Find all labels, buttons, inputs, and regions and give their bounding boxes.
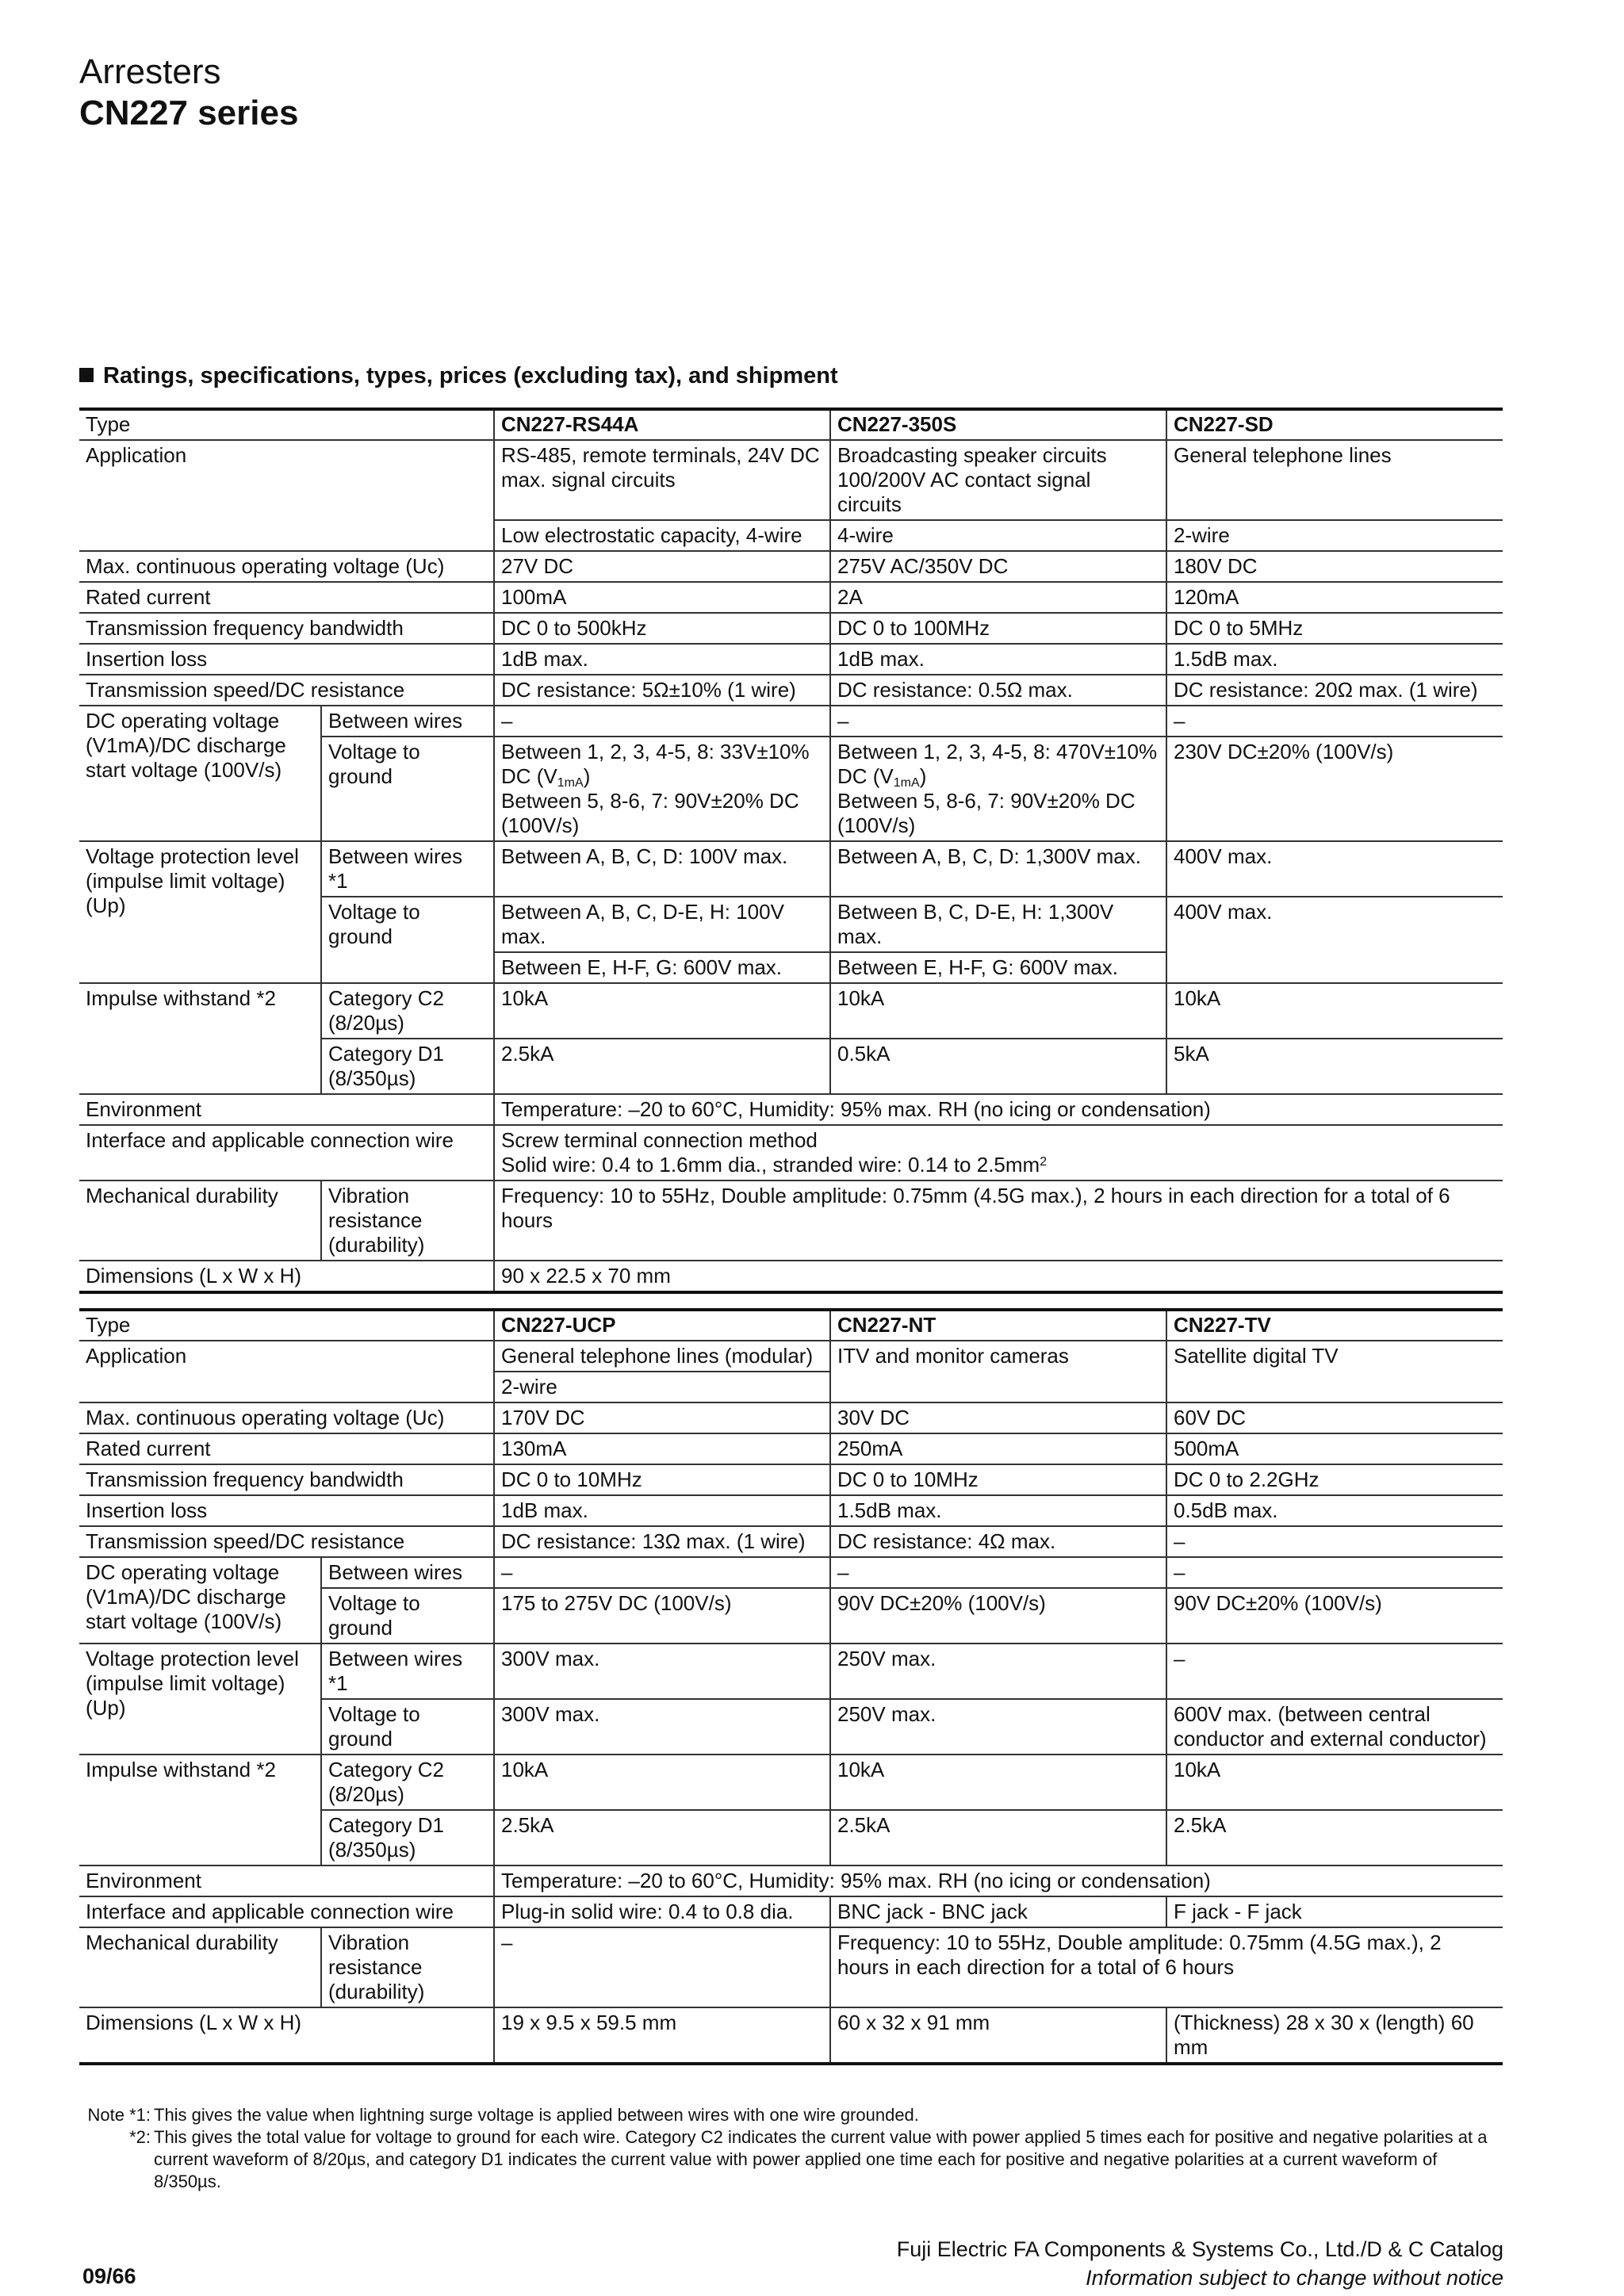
- table-cell: 2.5kA: [1166, 1810, 1503, 1866]
- sub-label: Between wires *1: [321, 841, 494, 897]
- table-cell: 500mA: [1166, 1433, 1503, 1464]
- superscript: 2: [1040, 1155, 1048, 1169]
- footnote-label: *2:: [129, 2127, 151, 2147]
- table-cell: 230V DC±20% (100V/s): [1166, 737, 1503, 841]
- spec-table-2: [79, 1308, 1503, 2065]
- model-name: CN227-350S: [830, 409, 1166, 440]
- cell-text: Between 1, 2, 3, 4-5, 8: 33V±10% DC (V: [501, 740, 810, 788]
- table-row: [79, 1261, 1503, 1292]
- table-cell: DC 0 to 5MHz: [1166, 613, 1503, 644]
- sub-label: Between wires *1: [321, 1644, 494, 1699]
- table-cell: DC resistance: 4Ω max.: [830, 1526, 1166, 1557]
- table-cell: 1.5dB max.: [1166, 644, 1503, 675]
- table-cell: 130mA: [494, 1433, 830, 1464]
- row-label: Application: [79, 1341, 494, 1402]
- table-cell: Plug-in solid wire: 0.4 to 0.8 dia.: [494, 1896, 830, 1927]
- row-label: Mechanical durability: [79, 1181, 321, 1261]
- table-row: [79, 2007, 1503, 2064]
- table-row: [79, 1644, 1503, 1699]
- table-cell: DC resistance: 0.5Ω max.: [830, 675, 1166, 706]
- row-label: Max. continuous operating voltage (Uc): [79, 551, 494, 582]
- page-category: Arresters: [79, 52, 221, 91]
- table-cell: Broadcasting speaker circuits 100/200V AC contact signal circuits: [830, 440, 1166, 520]
- table-cell: 180V DC: [1166, 551, 1503, 582]
- table-row: [79, 1310, 1503, 1341]
- cell-text: Solid wire: 0.4 to 1.6mm dia., stranded wire: 0.14 to 2.5mm: [501, 1153, 1040, 1177]
- cell-text: ): [583, 764, 591, 788]
- subscript: 1mA: [893, 776, 920, 790]
- table-cell: 2-wire: [1166, 520, 1503, 551]
- table-row: [79, 613, 1503, 644]
- table-cell: 10kA: [494, 1755, 830, 1810]
- footnotes: [79, 2104, 1507, 2193]
- table-cell: Between A, B, C, D: 1,300V max.: [830, 841, 1166, 897]
- table-cell: DC resistance: 20Ω max. (1 wire): [1166, 675, 1503, 706]
- table-cell: Between A, B, C, D-E, H: 100V max.: [494, 897, 830, 952]
- sub-label: Voltage to ground: [321, 737, 494, 841]
- sub-label: Voltage to ground: [321, 897, 494, 983]
- row-label: Interface and applicable connection wire: [79, 1896, 494, 1927]
- row-label: DC operating voltage (V1mA)/DC discharge start voltage (100V/s): [79, 706, 321, 841]
- table-cell: 2.5kA: [830, 1810, 1166, 1866]
- row-label: Dimensions (L x W x H): [79, 2007, 494, 2064]
- table-row: [79, 1896, 1503, 1927]
- table-cell: 1dB max.: [830, 644, 1166, 675]
- row-label: Voltage protection level (impulse limit voltage) (Up): [79, 1644, 321, 1755]
- cell-text: Between 5, 8-6, 7: 90V±20% DC (100V/s): [837, 789, 1136, 837]
- table-cell: –: [1166, 1526, 1503, 1557]
- type-label: Type: [79, 409, 494, 440]
- row-label: DC operating voltage (V1mA)/DC discharge start voltage (100V/s): [79, 1557, 321, 1644]
- row-label: Environment: [79, 1866, 494, 1896]
- row-label: Insertion loss: [79, 1495, 494, 1526]
- table-cell: 0.5kA: [830, 1039, 1166, 1094]
- table-row: [79, 1181, 1503, 1261]
- cell-text: Screw terminal connection method: [501, 1128, 818, 1152]
- table-cell: 2.5kA: [494, 1810, 830, 1866]
- model-name: CN227-RS44A: [494, 409, 830, 440]
- table-cell: General telephone lines: [1166, 440, 1503, 520]
- table-row: [79, 1464, 1503, 1495]
- table-row: [79, 1557, 1503, 1588]
- table-cell: DC 0 to 500kHz: [494, 613, 830, 644]
- row-label: Interface and applicable connection wire: [79, 1125, 494, 1181]
- table-cell: 1dB max.: [494, 644, 830, 675]
- table-cell: General telephone lines (modular): [494, 1341, 830, 1372]
- table-cell: 600V max. (between central conductor and external conductor): [1166, 1699, 1503, 1755]
- table-cell: Between E, H-F, G: 600V max.: [494, 952, 830, 983]
- table-cell: DC resistance: 5Ω±10% (1 wire): [494, 675, 830, 706]
- bullet-square-icon: [79, 368, 94, 382]
- footnote: [79, 2104, 1507, 2126]
- table-cell: Frequency: 10 to 55Hz, Double amplitude: 0.75mm (4.5G max.), 2 hours in each direction for a total of 6 hours: [830, 1927, 1503, 2007]
- footnote: [79, 2126, 1507, 2193]
- row-label: Impulse withstand *2: [79, 1755, 321, 1866]
- table-cell: 275V AC/350V DC: [830, 551, 1166, 582]
- table-row: [79, 582, 1503, 613]
- table-row: [79, 1341, 1503, 1372]
- model-name: CN227-NT: [830, 1310, 1166, 1341]
- table-row: [79, 644, 1503, 675]
- row-label: Rated current: [79, 582, 494, 613]
- table-cell: Temperature: –20 to 60°C, Humidity: 95% max. RH (no icing or condensation): [494, 1094, 1503, 1125]
- row-label: Transmission speed/DC resistance: [79, 675, 494, 706]
- table-row: [79, 1433, 1503, 1464]
- footnote-text: This gives the value when lightning surge voltage is applied between wires with one wire grounded.: [154, 2105, 919, 2125]
- page-number: 09/66: [82, 2264, 136, 2288]
- table-cell: DC 0 to 10MHz: [494, 1464, 830, 1495]
- sub-label: Vibration resistance (durability): [321, 1181, 494, 1261]
- table-cell: 4-wire: [830, 520, 1166, 551]
- row-label: Environment: [79, 1094, 494, 1125]
- table-cell: F jack - F jack: [1166, 1896, 1503, 1927]
- table-cell: –: [830, 706, 1166, 737]
- table-cell: Between A, B, C, D: 100V max.: [494, 841, 830, 897]
- row-label: Application: [79, 440, 494, 551]
- table-cell: –: [494, 706, 830, 737]
- table-row: [79, 841, 1503, 897]
- cell-text: ): [919, 764, 927, 788]
- cell-text: Between 1, 2, 3, 4-5, 8: 470V±10% DC (V: [837, 740, 1158, 788]
- section-title: Ratings, specifications, types, prices (excluding tax), and shipment: [103, 363, 838, 388]
- sub-label: Category C2 (8/20µs): [321, 1755, 494, 1810]
- table-cell: –: [830, 1557, 1166, 1588]
- page-title: CN227 series: [79, 94, 299, 132]
- table-cell: 170V DC: [494, 1402, 830, 1433]
- table-cell: 400V max.: [1166, 897, 1503, 983]
- sub-label: Voltage to ground: [321, 1699, 494, 1755]
- table-row: [79, 1526, 1503, 1557]
- table-row: [79, 675, 1503, 706]
- table-cell: –: [1166, 1644, 1503, 1699]
- row-label: Transmission frequency bandwidth: [79, 613, 494, 644]
- table-cell: Temperature: –20 to 60°C, Humidity: 95% max. RH (no icing or condensation): [494, 1866, 1503, 1896]
- table-cell: RS-485, remote terminals, 24V DC max. signal circuits: [494, 440, 830, 520]
- spec-table-1: [79, 408, 1503, 1294]
- table-cell: 2-wire: [494, 1372, 830, 1402]
- table-cell: –: [1166, 706, 1503, 737]
- row-label: Impulse withstand *2: [79, 983, 321, 1094]
- sub-label: Between wires: [321, 706, 494, 737]
- table-cell: Frequency: 10 to 55Hz, Double amplitude: 0.75mm (4.5G max.), 2 hours in each direction for a total of 6 hours: [494, 1181, 1503, 1261]
- table-cell: (Thickness) 28 x 30 x (length) 60 mm: [1166, 2007, 1503, 2064]
- table-cell: DC 0 to 2.2GHz: [1166, 1464, 1503, 1495]
- table-cell: 90 x 22.5 x 70 mm: [494, 1261, 1503, 1292]
- sub-label: Category C2 (8/20µs): [321, 983, 494, 1039]
- row-label: Dimensions (L x W x H): [79, 1261, 494, 1292]
- table-row: [79, 1495, 1503, 1526]
- table-cell: 30V DC: [830, 1402, 1166, 1433]
- table-cell: Satellite digital TV: [1166, 1341, 1503, 1402]
- table-cell: [830, 737, 1166, 841]
- table-row: [79, 1755, 1503, 1810]
- table-cell: 10kA: [830, 1755, 1166, 1810]
- table-cell: 10kA: [494, 983, 830, 1039]
- table-cell: 175 to 275V DC (100V/s): [494, 1588, 830, 1644]
- table-cell: 10kA: [1166, 1755, 1503, 1810]
- table-cell: Between E, H-F, G: 600V max.: [830, 952, 1166, 983]
- footnote-label: Note *1:: [87, 2105, 151, 2125]
- table-cell: 90V DC±20% (100V/s): [1166, 1588, 1503, 1644]
- table-cell: [494, 737, 830, 841]
- table-cell: 250mA: [830, 1433, 1166, 1464]
- table-cell: 60 x 32 x 91 mm: [830, 2007, 1166, 2064]
- table-cell: Between B, C, D-E, H: 1,300V max.: [830, 897, 1166, 952]
- model-name: CN227-SD: [1166, 409, 1503, 440]
- footnote-text: This gives the total value for voltage to ground for each wire. Category C2 indicates the current value with power applied 5 times each for positive and negative polarities at a current waveform of 8/20µs, and category D1 indicates the current value with power applied one time each for positive and negative polarities at a current waveform of 8/350µs.: [154, 2127, 1488, 2191]
- table-cell: 2A: [830, 582, 1166, 613]
- table-cell: 100mA: [494, 582, 830, 613]
- table-cell: 250V max.: [830, 1699, 1166, 1755]
- row-label: Voltage protection level (impulse limit voltage) (Up): [79, 841, 321, 983]
- table-cell: 0.5dB max.: [1166, 1495, 1503, 1526]
- table-cell: DC resistance: 13Ω max. (1 wire): [494, 1526, 830, 1557]
- sub-label: Voltage to ground: [321, 1588, 494, 1644]
- table-cell: ITV and monitor cameras: [830, 1341, 1166, 1402]
- table-cell: 10kA: [830, 983, 1166, 1039]
- table-row: [79, 1402, 1503, 1433]
- table-cell: 10kA: [1166, 983, 1503, 1039]
- table-cell: 5kA: [1166, 1039, 1503, 1094]
- table-cell: 2.5kA: [494, 1039, 830, 1094]
- table-row: [79, 1866, 1503, 1896]
- model-name: CN227-UCP: [494, 1310, 830, 1341]
- table-row: [79, 983, 1503, 1039]
- table-row: [79, 1927, 1503, 2007]
- table-row: [79, 706, 1503, 737]
- table-cell: [494, 1125, 1503, 1181]
- table-cell: 27V DC: [494, 551, 830, 582]
- table-row: [79, 1094, 1503, 1125]
- row-label: Transmission speed/DC resistance: [79, 1526, 494, 1557]
- type-label: Type: [79, 1310, 494, 1341]
- table-cell: –: [494, 1557, 830, 1588]
- table-cell: 60V DC: [1166, 1402, 1503, 1433]
- sub-label: Category D1 (8/350µs): [321, 1039, 494, 1094]
- table-row: [79, 551, 1503, 582]
- sub-label: Between wires: [321, 1557, 494, 1588]
- model-name: CN227-TV: [1166, 1310, 1503, 1341]
- table-row: [79, 440, 1503, 520]
- table-cell: 1dB max.: [494, 1495, 830, 1526]
- footer-company: Fuji Electric FA Components & Systems Co., Ltd./D & C Catalog: [896, 2237, 1503, 2261]
- row-label: Max. continuous operating voltage (Uc): [79, 1402, 494, 1433]
- table-cell: –: [494, 1927, 830, 2007]
- table-cell: 120mA: [1166, 582, 1503, 613]
- table-cell: 300V max.: [494, 1699, 830, 1755]
- table-cell: DC 0 to 10MHz: [830, 1464, 1166, 1495]
- table-cell: DC 0 to 100MHz: [830, 613, 1166, 644]
- table-cell: Low electrostatic capacity, 4-wire: [494, 520, 830, 551]
- table-cell: 19 x 9.5 x 59.5 mm: [494, 2007, 830, 2064]
- table-cell: 1.5dB max.: [830, 1495, 1166, 1526]
- table-cell: 400V max.: [1166, 841, 1503, 897]
- table-cell: 300V max.: [494, 1644, 830, 1699]
- table-cell: BNC jack - BNC jack: [830, 1896, 1166, 1927]
- table-cell: 90V DC±20% (100V/s): [830, 1588, 1166, 1644]
- cell-text: Between 5, 8-6, 7: 90V±20% DC (100V/s): [501, 789, 799, 837]
- section-heading: [79, 363, 838, 389]
- table-cell: –: [1166, 1557, 1503, 1588]
- table-row: [79, 1125, 1503, 1181]
- row-label: Mechanical durability: [79, 1927, 321, 2007]
- subscript: 1mA: [557, 776, 584, 790]
- footer-notice: Information subject to change without notice: [1086, 2266, 1503, 2290]
- table-row: [79, 409, 1503, 440]
- sub-label: Vibration resistance (durability): [321, 1927, 494, 2007]
- table-cell: 250V max.: [830, 1644, 1166, 1699]
- row-label: Rated current: [79, 1433, 494, 1464]
- sub-label: Category D1 (8/350µs): [321, 1810, 494, 1866]
- row-label: Transmission frequency bandwidth: [79, 1464, 494, 1495]
- row-label: Insertion loss: [79, 644, 494, 675]
